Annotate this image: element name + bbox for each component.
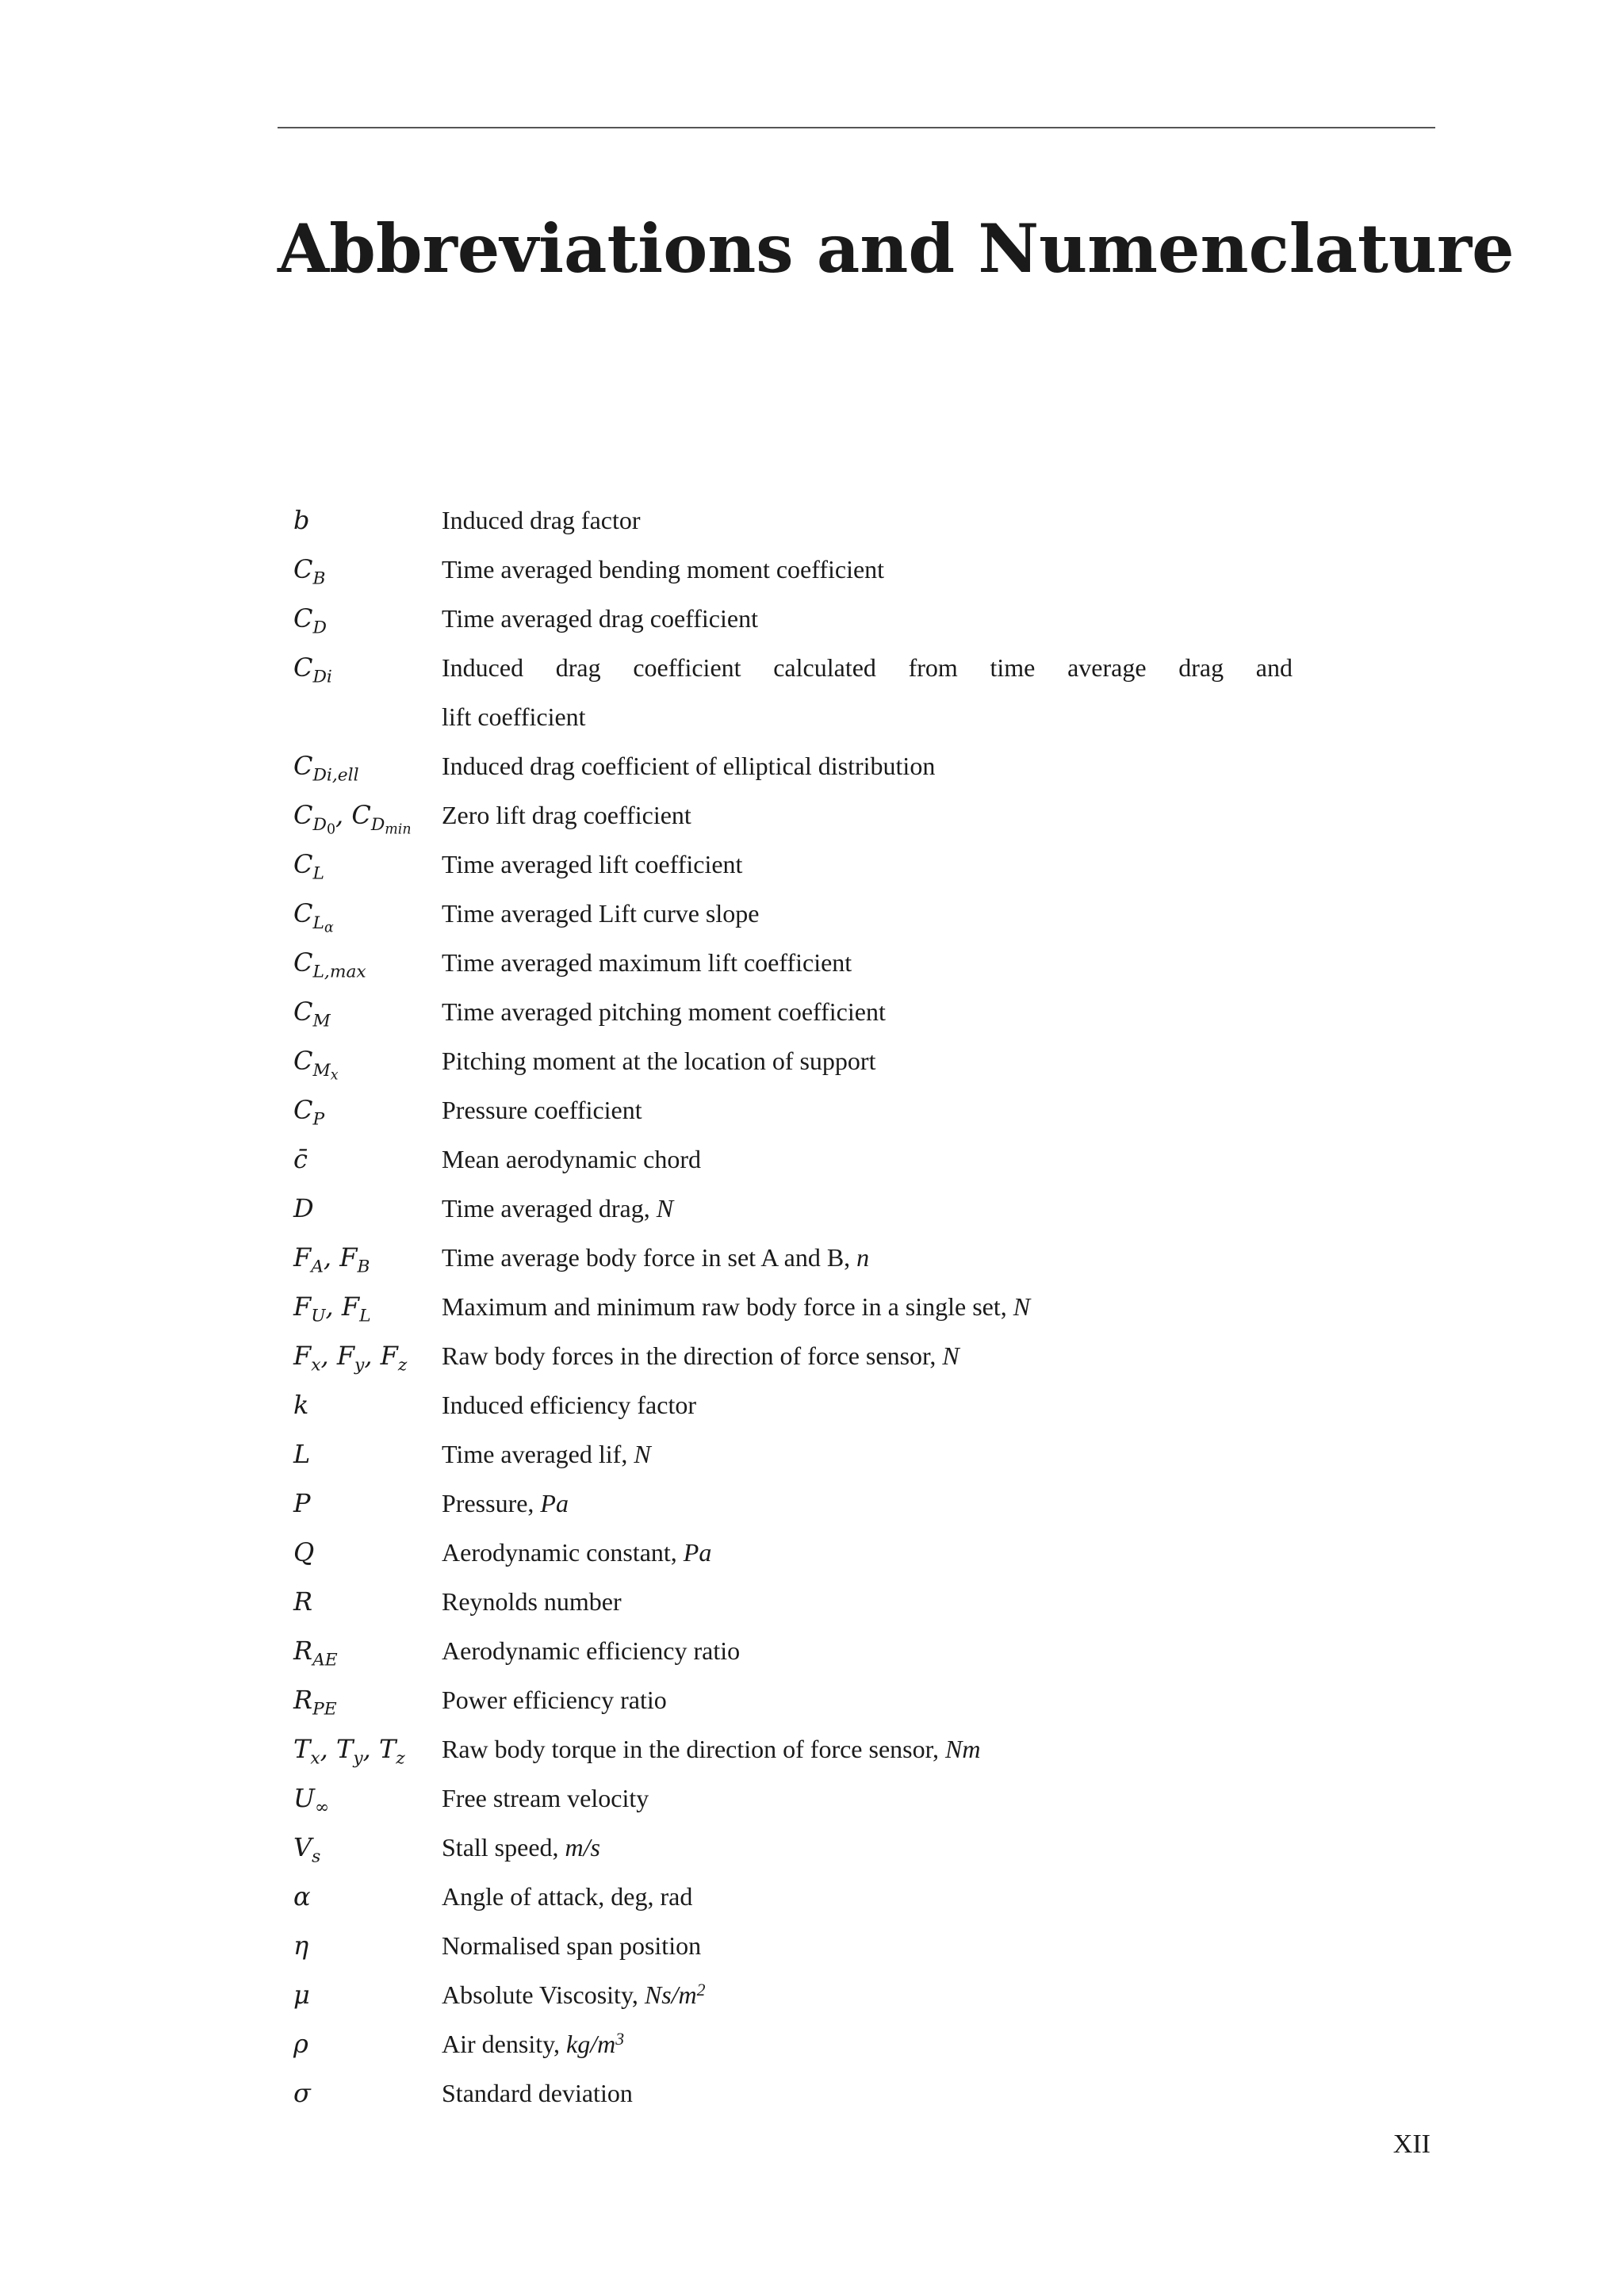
list-item xyxy=(293,1282,1293,1331)
list-item xyxy=(293,1380,1293,1429)
symbol: $T_x$, $T_y$, $T_z$ xyxy=(293,1734,405,1769)
description: Raw body forces in the direction of force sensor, N xyxy=(442,1341,959,1370)
list-item xyxy=(293,1577,1293,1626)
symbol: k xyxy=(293,1390,309,1420)
description: Time averaged drag coefficient xyxy=(442,604,758,633)
symbol: $F_U$, $F_L$ xyxy=(293,1292,371,1326)
description: Aerodynamic constant, Pa xyxy=(442,1538,712,1567)
list-item xyxy=(293,643,1293,741)
description: Induced drag coefficient of elliptical distribution xyxy=(442,752,936,780)
unit: n xyxy=(856,1243,870,1272)
list-item xyxy=(293,938,1293,987)
list-item xyxy=(293,790,1293,840)
symbol: $C_{Di}$ xyxy=(293,652,332,687)
description: Induced efficiency factor xyxy=(442,1391,696,1419)
description: Air density, $kg/m^3$ xyxy=(442,2030,625,2058)
symbol: R xyxy=(293,1586,313,1617)
symbol: $C_{D_0}$, $C_{D_{min}}$ xyxy=(293,800,412,837)
description: Standard deviation xyxy=(442,2079,633,2107)
list-item xyxy=(293,1872,1293,1921)
list-item xyxy=(293,1921,1293,1970)
list-item xyxy=(293,1675,1293,1724)
symbol: $C_L$ xyxy=(293,849,324,884)
symbol: $C_P$ xyxy=(293,1095,325,1130)
list-item xyxy=(293,1331,1293,1380)
symbol: P xyxy=(293,1488,311,1518)
list-item xyxy=(293,1724,1293,1774)
list-item xyxy=(293,1774,1293,1823)
symbol: b xyxy=(293,505,310,535)
description: Aerodynamic efficiency ratio xyxy=(442,1636,741,1665)
description: Time averaged lift coefficient xyxy=(442,850,743,878)
description: Zero lift drag coefficient xyxy=(442,801,691,829)
description: Free stream velocity xyxy=(442,1784,649,1812)
symbol: α xyxy=(293,1881,311,1911)
symbol: L xyxy=(293,1439,311,1469)
symbol: $C_D$ xyxy=(293,603,327,638)
list-item xyxy=(293,1135,1293,1184)
symbol: $C_{L_\alpha}$ xyxy=(293,898,334,936)
unit: N xyxy=(1013,1292,1031,1321)
symbol: $C_M$ xyxy=(293,997,331,1031)
list-item xyxy=(293,2068,1293,2118)
list-item xyxy=(293,1970,1293,2019)
symbol: $R_{PE}$ xyxy=(293,1685,337,1720)
description: Time averaged pitching moment coefficient xyxy=(442,997,886,1026)
symbol: σ xyxy=(293,2078,311,2108)
description: Pressure coefficient xyxy=(442,1096,642,1124)
symbol: ρ xyxy=(293,2029,308,2059)
list-item xyxy=(293,496,1293,545)
unit: Pa xyxy=(683,1538,712,1567)
symbol: $V_s$ xyxy=(293,1832,321,1867)
list-item xyxy=(293,1233,1293,1282)
unit: N xyxy=(634,1440,651,1468)
symbol: $C_B$ xyxy=(293,554,326,589)
symbol: $F_A$, $F_B$ xyxy=(293,1242,370,1277)
unit: N xyxy=(942,1341,959,1370)
description: Pressure, Pa xyxy=(442,1489,569,1517)
description: Raw body torque in the direction of force sensor, Nm xyxy=(442,1735,981,1763)
symbol: $U_\infty$ xyxy=(293,1783,330,1818)
symbol: c̄ xyxy=(293,1144,308,1174)
description: Time averaged bending moment coefficient xyxy=(442,555,885,584)
list-item xyxy=(293,741,1293,790)
list-item xyxy=(293,2019,1293,2068)
description: Normalised span position xyxy=(442,1931,702,1960)
list-item xyxy=(293,1528,1293,1577)
list-item xyxy=(293,1184,1293,1233)
list-item xyxy=(293,1479,1293,1528)
unit: $Ns/m^2$ xyxy=(644,1980,706,2009)
description: Time average body force in set A and B, n xyxy=(442,1243,870,1272)
description: Time averaged lif, N xyxy=(442,1440,651,1468)
nomenclature-list xyxy=(293,496,1293,2118)
list-item xyxy=(293,1429,1293,1479)
symbol: $C_{L,max}$ xyxy=(293,947,366,982)
description: Time averaged maximum lift coefficient xyxy=(442,948,852,977)
unit: Nm xyxy=(944,1735,981,1763)
page-title: Abbreviations and Numenclature xyxy=(278,209,1515,288)
unit: N xyxy=(656,1194,674,1223)
description: Mean aerodynamic chord xyxy=(442,1145,701,1173)
description: Power efficiency ratio xyxy=(442,1686,667,1714)
list-item xyxy=(293,987,1293,1036)
symbol: $R_{AE}$ xyxy=(293,1636,338,1670)
description: Maximum and minimum raw body force in a single set, N xyxy=(442,1292,1031,1321)
description: Induced drag factor xyxy=(442,506,641,534)
list-item xyxy=(293,1626,1293,1675)
symbol: $C_{M_x}$ xyxy=(293,1046,339,1083)
description-line: Induced drag coefficient calculated from time average drag and xyxy=(442,653,1293,682)
description xyxy=(442,643,1293,741)
description-line: lift coefficient xyxy=(442,702,586,731)
description: Angle of attack, deg, rad xyxy=(442,1882,693,1911)
symbol: Q xyxy=(293,1537,315,1567)
description: Time averaged Lift curve slope xyxy=(442,899,760,928)
description: Time averaged drag, N xyxy=(442,1194,674,1223)
list-item xyxy=(293,1036,1293,1085)
list-item xyxy=(293,1085,1293,1135)
list-item xyxy=(293,889,1293,938)
symbol: μ xyxy=(293,1980,310,2010)
description: Reynolds number xyxy=(442,1587,622,1616)
description: Pitching moment at the location of support xyxy=(442,1047,876,1075)
unit: m/s xyxy=(565,1833,600,1862)
symbol: D xyxy=(293,1193,314,1223)
list-item xyxy=(293,840,1293,889)
symbol: $C_{Di,ell}$ xyxy=(293,751,359,786)
page-number: XII xyxy=(1392,2130,1431,2159)
unit: $kg/m^3$ xyxy=(566,2030,625,2058)
symbol: η xyxy=(293,1931,309,1961)
list-item xyxy=(293,594,1293,643)
unit: Pa xyxy=(540,1489,569,1517)
list-item xyxy=(293,545,1293,594)
header-rule xyxy=(278,127,1435,128)
description: Stall speed, m/s xyxy=(442,1833,600,1862)
symbol: $F_x$, $F_y$, $F_z$ xyxy=(293,1341,408,1376)
list-item xyxy=(293,1823,1293,1872)
description: Absolute Viscosity, $Ns/m^2$ xyxy=(442,1980,706,2009)
